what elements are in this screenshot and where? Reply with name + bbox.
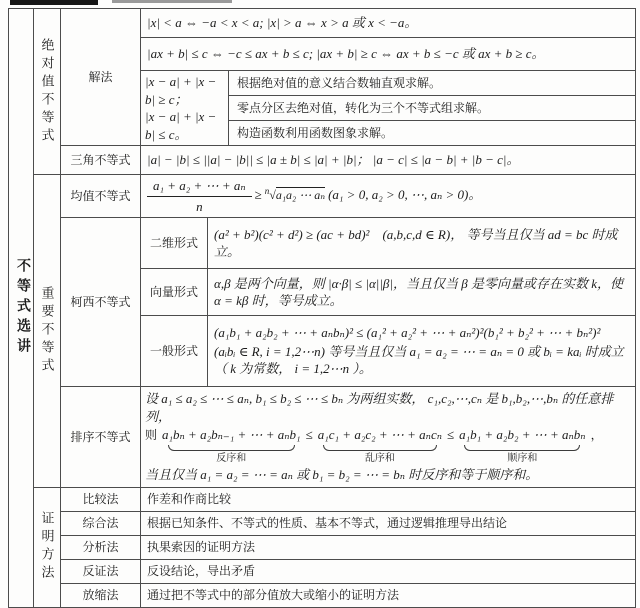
- method-contradiction-desc: 反设结论，导出矛盾: [147, 564, 256, 579]
- mean-formula-cell: [141, 175, 636, 218]
- sort-tail: 当且仅当 a₁ = a₂ = ⋯ = aₙ 或 b₁ = b₂ = ⋯ = bₙ 时反序和等于顺序和。: [145, 467, 539, 483]
- cauchy-vector-content: [208, 269, 636, 316]
- triangle-formula-cell: [141, 146, 636, 175]
- method-scaling-label: 放缩法: [82, 588, 119, 603]
- sort-then: 则: [145, 428, 158, 443]
- abs-case-1: |x − a| + |x − b| ≥ c；: [145, 74, 217, 107]
- sort-intro: 设 a₁ ≤ a₂ ≤ ⋯ ≤ aₙ, b₁ ≤ b₂ ≤ ⋯ ≤ bₙ 为两组实数， c₁,c₂,⋯,cₙ 是 b₁,b₂,⋯,bₙ 的任意排列，: [145, 391, 614, 424]
- sort-group-reverse: [162, 426, 301, 465]
- method-compare-desc: 作差和作商比较: [147, 492, 232, 507]
- section-proof-methods: [34, 487, 61, 607]
- section-absolute-value: [34, 9, 61, 175]
- method-scaling-label-cell: [61, 583, 141, 607]
- section-important: [34, 175, 61, 488]
- clipped-title-fragment: [10, 0, 98, 5]
- method-scaling-desc: 通过把不等式中的部分值放大或缩小的证明方法: [147, 588, 400, 603]
- method-compare-label: 比较法: [82, 492, 119, 507]
- solve-label: 解法: [88, 70, 113, 84]
- method-compare-desc-cell: [141, 487, 636, 511]
- sort-content: [141, 387, 636, 488]
- method-analysis-label: 分析法: [82, 540, 119, 555]
- cauchy-dim2-formula: (a² + b²)(c² + d²) ≥ (ac + bd)² (a,b,c,d ∈ R)， 等号当且仅当 ad = bc 时成立。: [214, 226, 618, 260]
- cauchy-general-label: 一般形式: [149, 344, 198, 359]
- radicand: a₁a₂ ⋯ aₙ: [275, 187, 326, 202]
- solve-label-cell: [61, 9, 141, 146]
- cauchy-dim2-label-cell: [141, 218, 208, 269]
- root-sign: √: [269, 187, 276, 202]
- triangle-label: 三角不等式: [70, 153, 131, 168]
- abs-method-3-text: 构造函数利用函数图象求解。: [237, 126, 394, 141]
- cauchy-label-cell: [61, 218, 141, 387]
- abs-formula-1: |x| < a ⇔ −a < x < a; |x| > a ⇔ x > a 或 x < −a。: [147, 15, 418, 31]
- mean-label: 均值不等式: [70, 189, 131, 204]
- proof-methods-label: 证明方法: [39, 511, 55, 584]
- abs-method-2-text: 零点分区去绝对值，转化为三个不等式组求解。: [237, 101, 490, 115]
- abs-case-2: |x − a| + |x − b| ≤ c。: [145, 109, 217, 142]
- mean-fraction: [147, 177, 252, 215]
- sort-label: 排序不等式: [70, 429, 131, 444]
- method-synthesis-label: 综合法: [82, 516, 119, 531]
- ordered-sum-label: 顺序和: [507, 452, 538, 464]
- abs-solve-row1: [141, 9, 636, 38]
- sort-group-ordered: [459, 426, 585, 465]
- mean-label-cell: [61, 175, 141, 218]
- abs-solve-row3: [141, 71, 636, 146]
- abs-method-3: [229, 120, 635, 145]
- abs-method-2: [229, 95, 635, 120]
- abs-method-1-text: 根据绝对值的意义结合数轴直观求解。: [237, 75, 442, 90]
- random-sum-label: 乱序和: [364, 452, 395, 464]
- nth-root: [264, 185, 326, 202]
- reverse-sum-term: a₁bₙ + a₂bₙ₋₁ + ⋯ + aₙb₁: [162, 427, 301, 443]
- cauchy-general-formula: (a₁b₁ + a₂b₂ + ⋯ + aₙbₙ)² ≤ (a₁² + a₂² + ⋯ + aₙ²)²(b₁² + b₂² + ⋯ + bₙ²)²: [214, 325, 601, 341]
- root-index: n: [264, 185, 270, 196]
- fraction-numerator: a₁ + a₂ + ⋯ + aₙ: [147, 177, 252, 197]
- ordered-sum-term: a₁b₁ + a₂b₂ + ⋯ + aₙbₙ: [459, 427, 586, 443]
- absolute-value-label: 绝对值不等式: [39, 37, 55, 146]
- triangle-label-cell: [61, 146, 141, 175]
- cauchy-general-condition: (aᵢbᵢ ∈ R, i = 1,2⋯n) 等号当且仅当 a₁ = a₂ = ⋯ = aₙ = 0 或 bᵢ = kaᵢ 时成立（ k 为常数， i = 1,2⋯n ）。: [214, 343, 624, 377]
- abs-solve-row2: [141, 38, 636, 71]
- underbrace: [464, 445, 580, 451]
- cauchy-label: 柯西不等式: [70, 295, 131, 310]
- method-synthesis-desc-cell: [141, 511, 636, 535]
- fraction-denominator: n: [196, 198, 203, 214]
- mean-condition: (a₁ > 0, a₂ > 0, ⋯, aₙ > 0)。: [328, 186, 482, 202]
- clipped-title-fragment: [112, 0, 232, 3]
- method-contradiction-label: 反证法: [82, 564, 119, 579]
- cauchy-dim2-content: [208, 218, 636, 269]
- method-compare-label-cell: [61, 487, 141, 511]
- root-label: 不等式选讲: [15, 257, 30, 358]
- underbrace: [168, 445, 295, 451]
- sort-label-cell: [61, 387, 141, 488]
- method-analysis-label-cell: [61, 535, 141, 559]
- table: [8, 8, 636, 608]
- cauchy-vector-formula: α,β 是两个向量，则 |α·β| ≤ |α||β|，当且仅当 β 是零向量或存在实数 k，使 α = kβ 时，等号成立。: [214, 275, 623, 309]
- cauchy-vector-label-cell: [141, 269, 208, 316]
- cauchy-vector-label: 向量形式: [149, 285, 198, 300]
- method-synthesis-desc: 根据已知条件、不等式的性质、基本不等式，通过逻辑推理导出结论: [147, 516, 508, 531]
- method-contradiction-label-cell: [61, 559, 141, 583]
- leq-sign-1: ≤: [305, 427, 313, 443]
- reverse-sum-label: 反序和: [216, 452, 247, 464]
- geq-sign: ≥: [254, 186, 262, 202]
- method-contradiction-desc-cell: [141, 559, 636, 583]
- section-root: [9, 9, 34, 608]
- leq-sign-2: ≤: [446, 427, 455, 443]
- random-sum-term: a₁c₁ + a₂c₂ + ⋯ + aₙcₙ: [317, 427, 442, 443]
- sort-main-line: [145, 426, 631, 465]
- method-analysis-desc-cell: [141, 535, 636, 559]
- cauchy-dim2-label: 二维形式: [149, 236, 198, 251]
- abs-method-1: [229, 71, 635, 95]
- abs-case-formulas: [141, 71, 229, 145]
- inequality-summary-table: [8, 8, 636, 608]
- method-scaling-desc-cell: [141, 583, 636, 607]
- sort-comma: ，: [590, 428, 603, 443]
- method-analysis-desc: 执果索因的证明方法: [147, 540, 256, 555]
- important-label: 重要不等式: [39, 286, 55, 377]
- sort-group-random: [318, 426, 442, 465]
- underbrace: [323, 445, 437, 451]
- cauchy-general-label-cell: [141, 316, 208, 387]
- triangle-formula: |a| − |b| ≤ ||a| − |b|| ≤ |a ± b| ≤ |a| + |b|； |a − c| ≤ |a − b| + |b − c|。: [147, 152, 520, 168]
- abs-formula-2: |ax + b| ≤ c ⇔ −c ≤ ax + b ≤ c; |ax + b| ≥ c ⇔ ax + b ≤ −c 或 ax + b ≥ c。: [147, 46, 545, 62]
- cauchy-general-content: [208, 316, 636, 387]
- method-synthesis-label-cell: [61, 511, 141, 535]
